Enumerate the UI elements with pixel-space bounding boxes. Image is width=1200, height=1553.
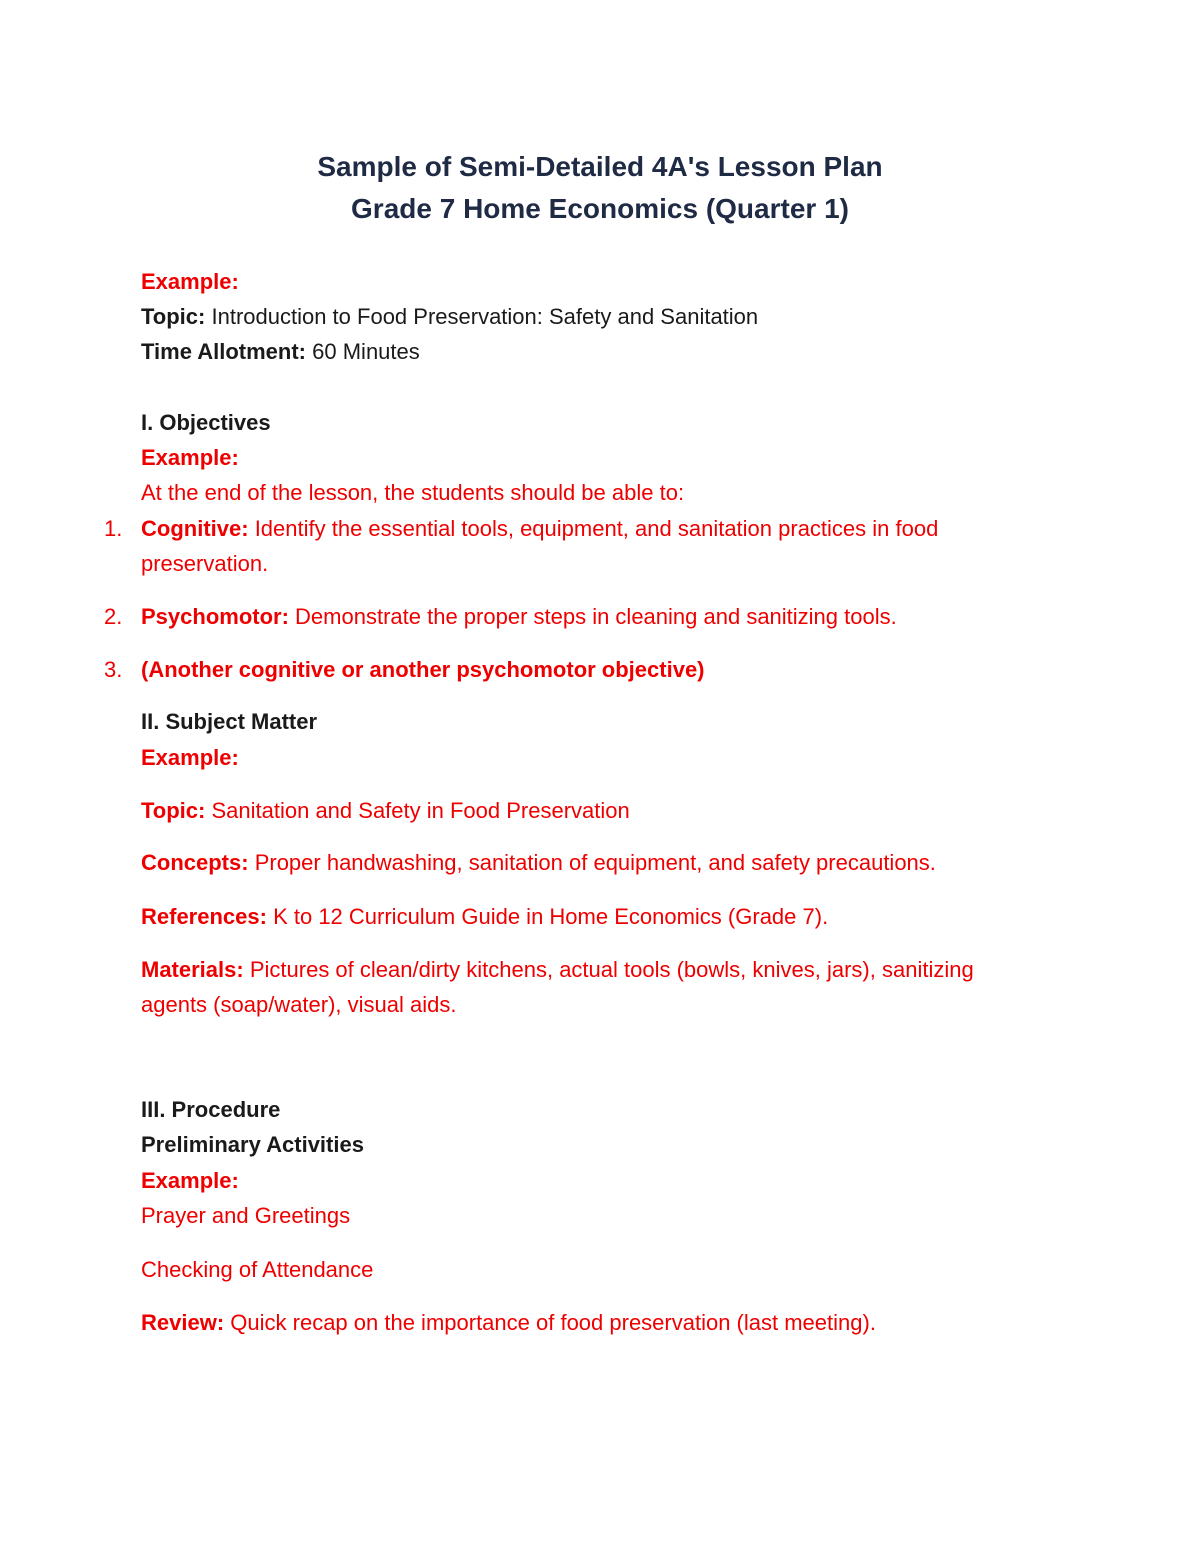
time-allotment-label: Time Allotment: bbox=[141, 339, 307, 364]
subject-topic-label: Topic: bbox=[141, 798, 206, 823]
objective-number: 2. bbox=[104, 604, 123, 629]
concepts-line bbox=[141, 849, 936, 877]
procedure-heading: III. Procedure bbox=[141, 1097, 281, 1122]
references-label: References: bbox=[141, 904, 267, 929]
materials-line bbox=[141, 956, 974, 984]
objective-item: (Another cognitive or another psychomotor objective) bbox=[141, 657, 705, 682]
review-label: Review: bbox=[141, 1310, 225, 1335]
objectives-heading: I. Objectives bbox=[141, 410, 271, 435]
document-title: Sample of Semi-Detailed 4A's Lesson Plan bbox=[317, 151, 883, 182]
objective-number: 1. bbox=[104, 516, 123, 541]
topic-line bbox=[141, 303, 758, 331]
objective-label: Psychomotor: bbox=[141, 604, 289, 629]
document-subtitle: Grade 7 Home Economics (Quarter 1) bbox=[351, 193, 849, 224]
prayer-greetings: Prayer and Greetings bbox=[141, 1203, 351, 1228]
objectives-example-label: Example: bbox=[141, 445, 239, 470]
objectives-intro: At the end of the lesson, the students should be able to: bbox=[141, 480, 685, 505]
procedure-example-label: Example: bbox=[141, 1168, 239, 1193]
subject-topic-line bbox=[141, 797, 630, 825]
preliminary-activities-heading: Preliminary Activities bbox=[141, 1132, 364, 1157]
materials-value: Pictures of clean/dirty kitchens, actual tools (bowls, knives, jars), sanitizing bbox=[249, 957, 974, 982]
time-allotment-value: 60 Minutes bbox=[312, 339, 420, 364]
objective-text-continued: preservation. bbox=[141, 551, 269, 576]
time-allotment-line bbox=[141, 338, 420, 366]
topic-label: Topic: bbox=[141, 304, 206, 329]
concepts-label: Concepts: bbox=[141, 850, 249, 875]
objective-item bbox=[141, 603, 897, 631]
materials-continued: agents (soap/water), visual aids. bbox=[141, 992, 457, 1017]
references-value: K to 12 Curriculum Guide in Home Economics (Grade 7). bbox=[273, 904, 829, 929]
objective-item bbox=[141, 515, 938, 543]
references-line bbox=[141, 903, 828, 931]
subject-topic-value: Sanitation and Safety in Food Preservation bbox=[211, 798, 630, 823]
objective-label: Cognitive: bbox=[141, 516, 249, 541]
materials-label: Materials: bbox=[141, 957, 244, 982]
review-value: Quick recap on the importance of food preservation (last meeting). bbox=[230, 1310, 876, 1335]
review-line bbox=[141, 1309, 876, 1337]
objective-number: 3. bbox=[104, 657, 123, 682]
objective-text: Demonstrate the proper steps in cleaning and sanitizing tools. bbox=[295, 604, 897, 629]
concepts-value: Proper handwashing, sanitation of equipment, and safety precautions. bbox=[254, 850, 936, 875]
subject-matter-example-label: Example: bbox=[141, 745, 239, 770]
checking-attendance: Checking of Attendance bbox=[141, 1257, 374, 1282]
subject-matter-heading: II. Subject Matter bbox=[141, 709, 318, 734]
example-label: Example: bbox=[141, 269, 239, 294]
objective-text: Identify the essential tools, equipment, and sanitation practices in food bbox=[254, 516, 939, 541]
topic-value: Introduction to Food Preservation: Safety and Sanitation bbox=[211, 304, 759, 329]
